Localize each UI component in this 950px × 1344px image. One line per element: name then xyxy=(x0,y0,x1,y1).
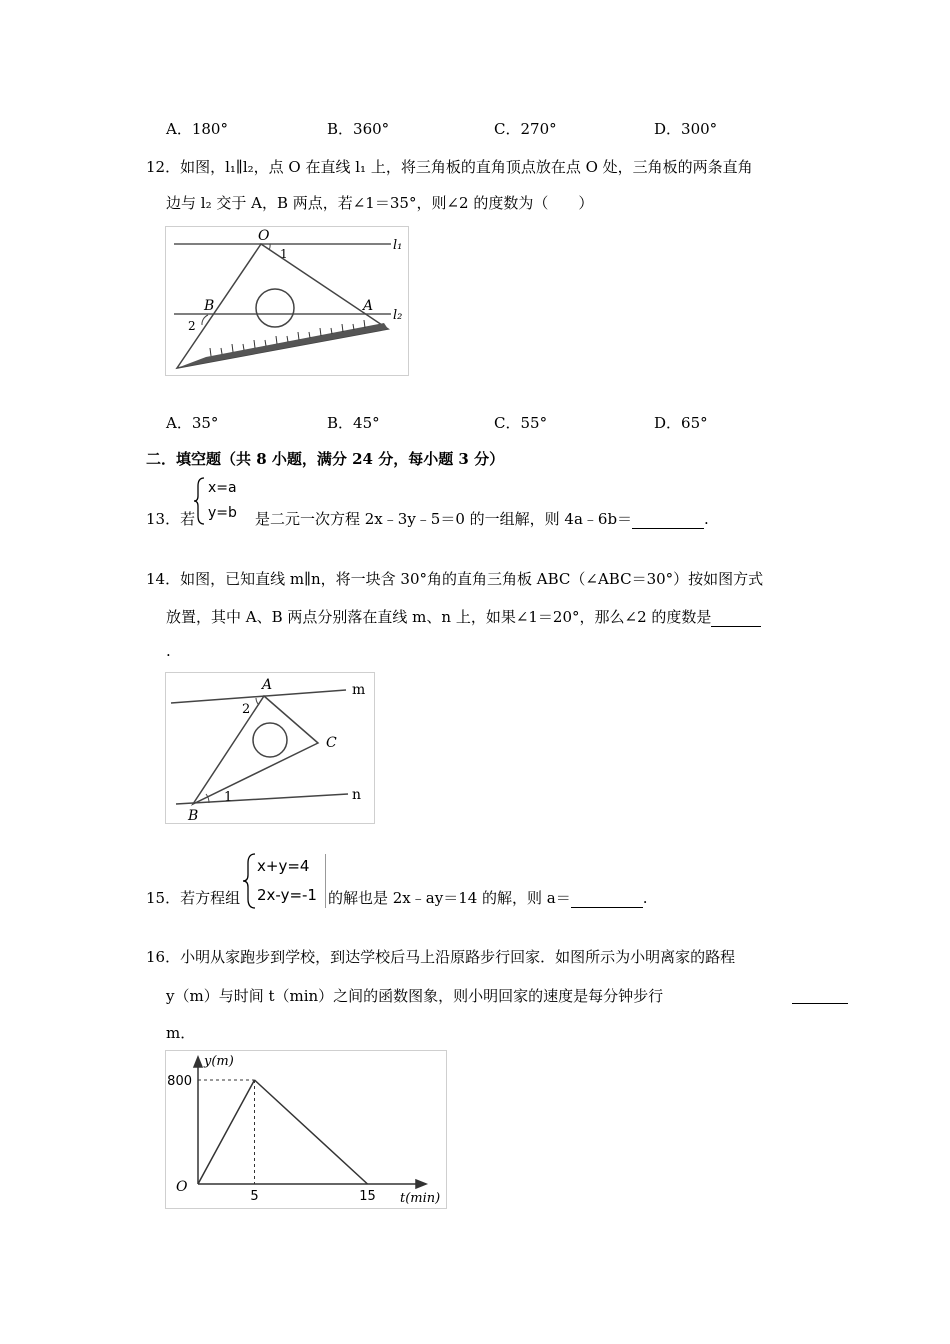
q16-line2-text: y（m）与时间 t（min）之间的函数图象，则小明回家的速度是每分钟步行 xyxy=(166,987,664,1005)
q12-label-l1: l₁ xyxy=(393,238,403,253)
q14-label-a: A xyxy=(262,677,273,693)
q13-end: . xyxy=(704,510,709,528)
q15-suffix: 的解也是 2x﹣ay＝14 的解，则 a＝ xyxy=(328,889,571,907)
q13-prefix: 13．若 xyxy=(146,510,196,528)
q12-label-b: B xyxy=(204,298,215,314)
chart-x-tick-5: 5 xyxy=(250,1189,259,1204)
q12-option-d[interactable]: D．65° xyxy=(654,414,708,432)
q11-option-b[interactable]: B．360° xyxy=(327,120,390,138)
chart-ylabel: y(m) xyxy=(204,1054,234,1069)
q11-option-c[interactable]: C．270° xyxy=(494,120,557,138)
q16-stem-line2 xyxy=(166,985,663,1006)
q12-label-2: 2 xyxy=(188,319,196,333)
q16-chart xyxy=(165,1050,447,1209)
q12-option-c[interactable]: C．55° xyxy=(494,414,548,432)
q12-label-1: 1 xyxy=(280,247,288,261)
q16-answer-blank[interactable] xyxy=(792,985,848,1004)
q16-stem-line1: 16．小明从家跑步到学校，到达学校后马上沿原路步行回家．如图所示为小明离家的路程 xyxy=(146,948,736,966)
chart-y-tick-800: 800 xyxy=(167,1074,192,1089)
chart-segment-outbound xyxy=(198,1080,255,1184)
q12-option-a[interactable]: A．35° xyxy=(166,414,219,432)
section-heading: 二．填空题（共 8 小题，满分 24 分，每小题 3 分） xyxy=(146,450,505,468)
q13-answer-blank[interactable] xyxy=(632,510,704,529)
q11-option-d[interactable]: D．300° xyxy=(654,120,718,138)
chart-y-arrow xyxy=(194,1057,202,1067)
q12-stem-line2: 边与 l₂ 交于 A，B 两点，若∠1＝35°，则∠2 的度数为（ ） xyxy=(166,194,594,212)
chart-xlabel: t(min) xyxy=(400,1191,441,1206)
chart-x-arrow xyxy=(416,1180,426,1188)
q12-label-l2: l₂ xyxy=(393,308,403,323)
q12-figure xyxy=(165,226,409,376)
q13-rest xyxy=(255,508,709,529)
q14-label-1: 1 xyxy=(224,790,233,805)
q12-option-b[interactable]: B．45° xyxy=(327,414,380,432)
chart-origin-label: O xyxy=(176,1179,188,1195)
q12-options xyxy=(0,412,950,434)
q15-answer-blank[interactable] xyxy=(571,889,643,908)
q12-label-a: A xyxy=(363,298,374,314)
q13-suffix: 是二元一次方程 2x﹣3y﹣5＝0 的一组解，则 4a﹣6b＝ xyxy=(255,510,633,528)
q14-figure xyxy=(165,672,375,824)
chart-segment-return xyxy=(255,1080,368,1184)
q14-stem-line3: . xyxy=(166,642,171,660)
q14-label-c: C xyxy=(326,735,337,751)
q16-stem-line3: m． xyxy=(166,1024,196,1042)
q15-eq2: 2x-y=-1 xyxy=(257,886,317,904)
q13-eq2: y=b xyxy=(208,505,237,521)
q12-label-o: O xyxy=(258,228,270,244)
q11-options xyxy=(0,118,950,140)
q13-equation-system xyxy=(194,476,242,526)
q14-label-n: n xyxy=(352,787,362,803)
q15-rest xyxy=(328,887,648,908)
q15-equation-system xyxy=(243,852,327,910)
q14-label-2: 2 xyxy=(242,702,251,717)
q14-label-b: B xyxy=(188,808,199,823)
q14-answer-blank[interactable] xyxy=(711,608,761,627)
q13-eq1: x=a xyxy=(208,480,237,496)
q14-label-m: m xyxy=(352,682,366,698)
q12-stem-line1: 12．如图，l₁∥l₂，点 O 在直线 l₁ 上，将三角板的直角顶点放在点 O 处，三角板的两条直角 xyxy=(146,158,753,176)
q15-eq1: x+y=4 xyxy=(257,857,310,875)
q14-stem-line2 xyxy=(166,606,761,627)
q14-stem-line1: 14．如图，已知直线 m∥n，将一块含 30°角的直角三角板 ABC（∠ABC＝30°）按如图方式 xyxy=(146,570,764,588)
q15-end: . xyxy=(642,889,648,907)
q11-option-a[interactable]: A．180° xyxy=(166,120,228,138)
q14-line2-text: 放置，其中 A、B 两点分别落在直线 m、n 上，如果∠1＝20°，那么∠2 的度数是 xyxy=(166,608,712,626)
q15-prefix: 15．若方程组 xyxy=(146,889,241,907)
chart-x-tick-15: 15 xyxy=(359,1189,376,1204)
